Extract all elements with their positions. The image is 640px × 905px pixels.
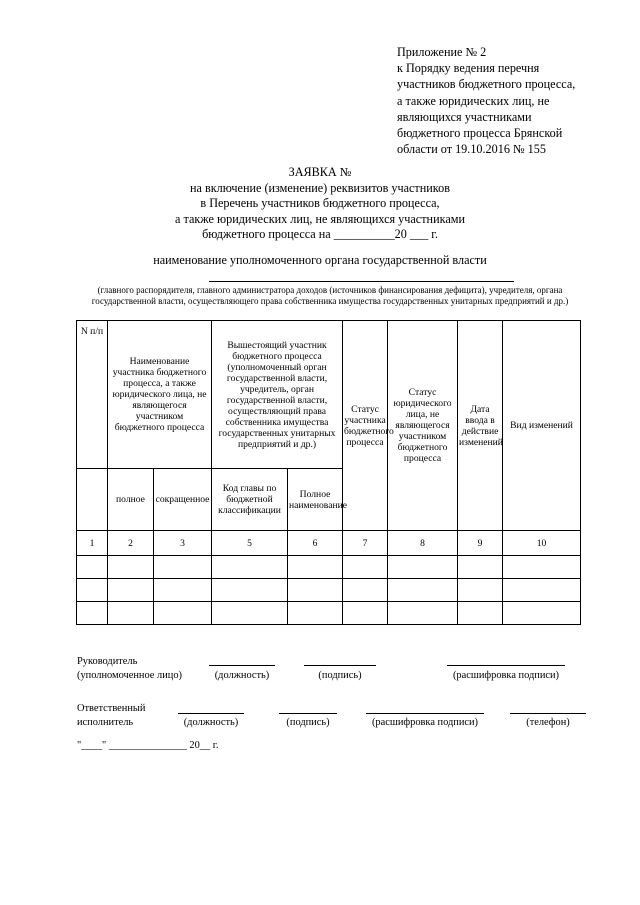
table-cell[interactable] [343, 579, 388, 602]
column-number: 8 [388, 531, 458, 556]
appendix-line: являющихся участниками [397, 109, 532, 124]
table-cell[interactable] [503, 579, 581, 602]
document-title [60, 165, 580, 243]
executor-label: Ответственный [77, 703, 146, 714]
table-cell[interactable] [212, 579, 288, 602]
table-cell[interactable] [388, 556, 458, 579]
table-cell[interactable] [503, 556, 581, 579]
executor-signature-line[interactable] [279, 713, 337, 714]
table-cell[interactable] [288, 579, 343, 602]
caption-line: (главного распорядителя, главного администратора доходов (источников финансирования дефицита), учредителя, органа [97, 285, 563, 295]
subheader-short-name: сокращенное [154, 469, 212, 531]
requisites-table [76, 320, 581, 625]
table-cell[interactable] [288, 556, 343, 579]
table-cell[interactable] [108, 579, 154, 602]
head-position-line[interactable] [209, 665, 275, 666]
table-cell[interactable] [154, 556, 212, 579]
column-number: 7 [343, 531, 388, 556]
date-field[interactable]: "____" _______________ 20__ г. [77, 740, 219, 751]
table-row [77, 602, 581, 625]
column-number: 9 [458, 531, 503, 556]
head-label: Руководитель [77, 656, 138, 667]
subheader-chapter-code: Код главы по бюджетной классификации [212, 469, 288, 531]
column-number: 3 [154, 531, 212, 556]
table-cell[interactable] [77, 556, 108, 579]
executor-decoding-line[interactable] [366, 713, 484, 714]
head-sublabel: (уполномоченное лицо) [77, 670, 182, 681]
appendix-note [397, 44, 612, 157]
table-cell[interactable] [108, 556, 154, 579]
appendix-line: к Порядку ведения перечня [397, 61, 540, 76]
appendix-line: бюджетного процесса Брянской [397, 126, 563, 141]
header-status-budget-participant: Статус участника бюджетного процесса [343, 321, 388, 531]
executor-decoding-caption: (расшифровка подписи) [371, 717, 479, 728]
appendix-line: области от 19.10.2016 № 155 [397, 142, 546, 157]
table-cell[interactable] [77, 602, 108, 625]
header-number: N п/п [77, 321, 108, 469]
header-effective-date: Дата ввода в действие изменений [458, 321, 503, 531]
executor-position-line[interactable] [178, 713, 244, 714]
table-cell[interactable] [458, 556, 503, 579]
title-heading: ЗАЯВКА № [288, 165, 352, 179]
head-signature-caption: (подпись) [318, 670, 362, 681]
table-cell[interactable] [458, 602, 503, 625]
header-participant-name: Наименование участника бюджетного процесса, а также юридического лица, не являющегося участником бюджетного процесса [108, 321, 212, 469]
title-line: бюджетного процесса на __________20 ___ г. [202, 227, 438, 241]
subheader-full-name: полное [108, 469, 154, 531]
table-cell[interactable] [503, 602, 581, 625]
executor-position-caption: (должность) [183, 717, 239, 728]
table-row [77, 579, 581, 602]
authority-label: наименование уполномоченного органа государственной власти [153, 253, 487, 267]
title-line: в Перечень участников бюджетного процесса, [200, 196, 440, 210]
table-cell[interactable] [154, 579, 212, 602]
executor-sublabel: исполнитель [77, 717, 134, 728]
table-cell[interactable] [343, 602, 388, 625]
header-status-legal-entity: Статус юридического лица, не являющегося участником бюджетного процесса [388, 321, 458, 531]
column-number: 10 [503, 531, 581, 556]
appendix-line: а также юридических лиц, не [397, 93, 550, 108]
header-change-kind: Вид изменений [503, 321, 581, 531]
column-number: 6 [288, 531, 343, 556]
table-cell[interactable] [388, 602, 458, 625]
appendix-line: Приложение № 2 [397, 45, 487, 59]
subheader-full-title: Полное наименование [288, 469, 343, 531]
table-row [77, 556, 581, 579]
column-number: 1 [77, 531, 108, 556]
appendix-line: участников бюджетного процесса, [397, 77, 576, 92]
table-number-row [77, 531, 581, 556]
header-number-sub [77, 469, 108, 531]
title-line: на включение (изменение) реквизитов участников [190, 180, 450, 195]
table-cell[interactable] [108, 602, 154, 625]
table-cell[interactable] [458, 579, 503, 602]
title-line: а также юридических лиц, не являющихся участниками [175, 211, 465, 226]
column-number: 5 [212, 531, 288, 556]
table-cell[interactable] [343, 556, 388, 579]
head-decoding-line[interactable] [447, 665, 565, 666]
header-superior-participant: Вышестоящий участник бюджетного процесса (уполномоченный орган государственной власти, учредитель, орган государственной власти, осуществляющий права собственника имущества государственных унитарных предприятий и др.) [212, 321, 343, 469]
head-decoding-caption: (расшифровка подписи) [452, 670, 560, 681]
table-cell[interactable] [288, 602, 343, 625]
table-cell[interactable] [154, 602, 212, 625]
executor-signature-caption: (подпись) [286, 717, 330, 728]
executor-phone-line[interactable] [510, 713, 586, 714]
table-cell[interactable] [212, 602, 288, 625]
caption-line: государственной власти, осуществляющего права собственника имущества государственных унитарных предприятий и др.) [91, 296, 569, 306]
column-number: 2 [108, 531, 154, 556]
authority-caption [60, 285, 600, 307]
head-signature-line[interactable] [304, 665, 376, 666]
table-cell[interactable] [212, 556, 288, 579]
table-cell[interactable] [77, 579, 108, 602]
head-position-caption: (должность) [214, 670, 270, 681]
executor-phone-caption: (телефон) [526, 717, 570, 728]
authority-underline [209, 281, 514, 282]
table-cell[interactable] [388, 579, 458, 602]
